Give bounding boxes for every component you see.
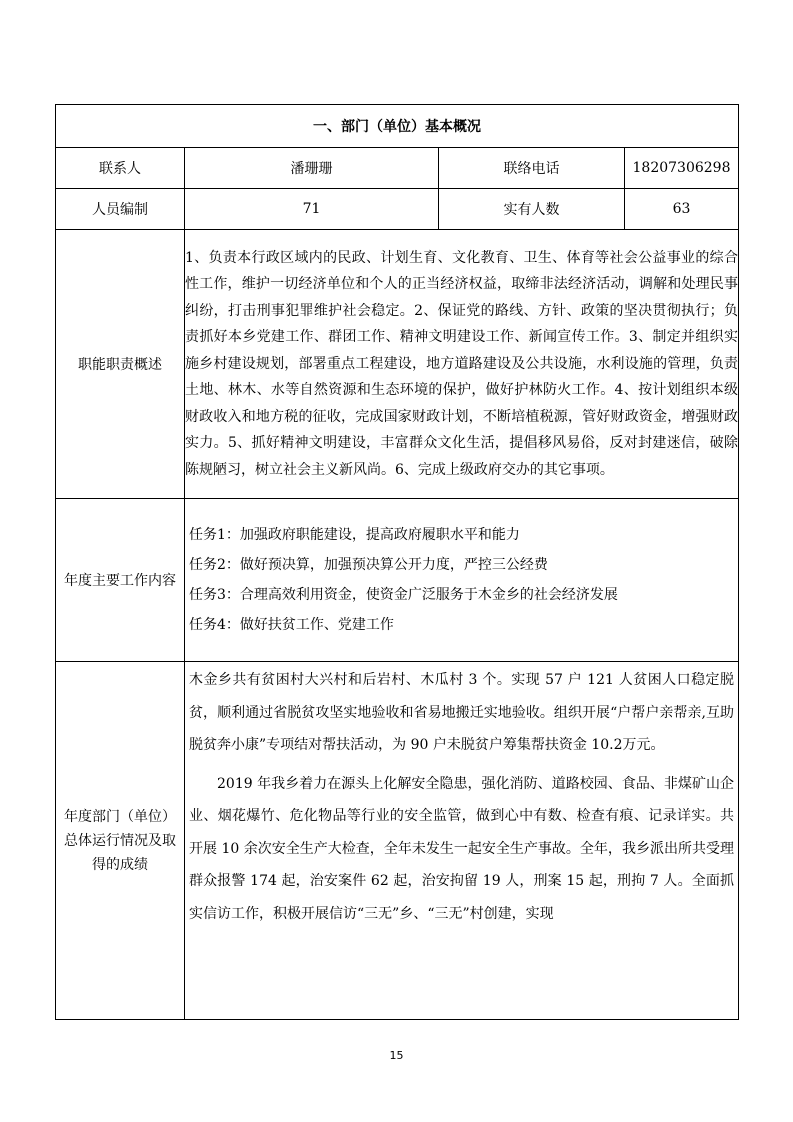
duties-row <box>56 230 739 499</box>
contact-row <box>56 148 739 189</box>
actual-value: 63 <box>625 189 739 230</box>
duties-label: 职能职责概述 <box>56 230 185 499</box>
title-row <box>56 105 739 148</box>
duties-text: 1、负责本行政区域内的民政、计划生育、文化教育、卫生、体育等社会公益事业的综合性工作，维护一切经济单位和个人的正当经济权益，取缔非法经济活动，调解和处理民事纠纷，打击刑事犯罪维护社会稳定。2、保证党的路线、方针、政策的坚决贯彻执行；负责抓好本乡党建工作、群团工作、精神文明建设工作、新闻宣传工作。3、制定并组织实施乡村建设规划，部署重点工程建设，地方道路建设及公共设施，水利设施的管理，负责土地、林木、水等自然资源和生态环境的保护，做好护林防火工作。4、按计划组织本级财政收入和地方税的征收，完成国家财政计划，不断培植税源，管好财政资金，增强财政实力。5、抓好精神文明建设，丰富群众文化生活，提倡移风易俗，反对封建迷信，破除陈规陋习，树立社会主义新风尚。6、完成上级政府交办的其它事项。 <box>185 230 739 499</box>
annual-work-label: 年度主要工作内容 <box>56 499 185 662</box>
task-item: 任务2：做好预决算，加强预决算公开力度，严控三公经费 <box>189 557 548 573</box>
results-content <box>185 662 739 1020</box>
task-item: 任务1：加强政府职能建设，提高政府履职水平和能力 <box>189 527 520 543</box>
results-label: 年度部门（单位）总体运行情况及取得的成绩 <box>56 662 185 1020</box>
results-paragraph: 木金乡共有贫困村大兴村和后岩村、木瓜村 3 个。实现 57 户 121 人贫困人口稳定脱贫，顺利通过省脱贫攻坚实地验收和省易地搬迁实地验收。组织开展“户帮户亲帮亲,互助脱贫奔小康”专项结对帮扶活动，为 90 户未脱贫户筹集帮扶资金 10.2万元。 <box>189 672 734 753</box>
staffing-row <box>56 189 739 230</box>
results-row <box>56 662 739 1020</box>
section-title: 一、部门（单位）基本概况 <box>56 105 739 148</box>
contact-value: 潘珊珊 <box>185 148 439 189</box>
contact-label: 联系人 <box>56 148 185 189</box>
staffing-label: 人员编制 <box>56 189 185 230</box>
phone-value: 18207306298 <box>625 148 739 189</box>
staffing-value: 71 <box>185 189 439 230</box>
task-item: 任务4：做好扶贫工作、党建工作 <box>189 617 394 633</box>
actual-label: 实有人数 <box>439 189 625 230</box>
task-item: 任务3：合理高效利用资金，使资金广泛服务于木金乡的社会经济发展 <box>189 587 618 603</box>
phone-label: 联络电话 <box>439 148 625 189</box>
annual-work-row <box>56 499 739 662</box>
annual-work-tasks <box>185 499 739 662</box>
page-number: 15 <box>389 1049 404 1062</box>
basic-info-table <box>55 104 739 1020</box>
results-paragraph: 2019 年我乡着力在源头上化解安全隐患，强化消防、道路校园、食品、非煤矿山企业、烟花爆竹、危化物品等行业的安全监管，做到心中有数、检查有痕、记录详实。共开展 10 余次安全生产大检查，全年未发生一起安全生产事故。全年，我乡派出所共受理群众报警 174 起，治安案件 62 起，治安拘留 19 人，刑案 15 起，刑拘 7 人。全面抓实信访工作，积极开展信访“三无”乡、“三无”村创建，实现 <box>189 775 734 922</box>
